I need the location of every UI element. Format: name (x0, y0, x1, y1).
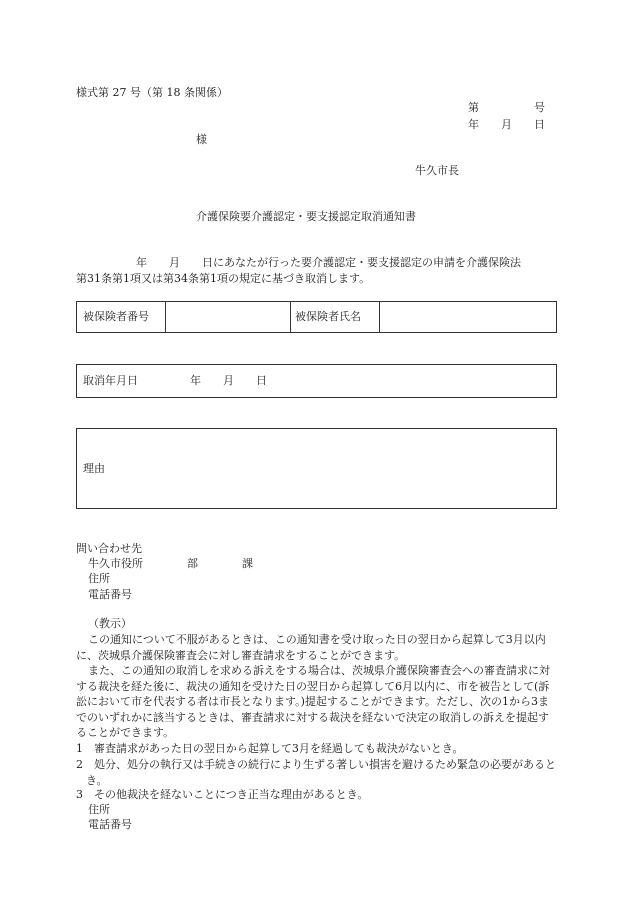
insured-name-label: 被保険者氏名 (295, 310, 361, 323)
document-title: 介護保険要介護認定・要支援認定取消通知書 (196, 210, 416, 223)
contact-phone-label: 電話番号 (88, 588, 132, 601)
insured-number-label: 被保険者番号 (83, 310, 149, 323)
instruction-phone-label: 電話番号 (88, 818, 132, 831)
instruction-paragraph-1: この通知について不服があるときは、この通知書を受け取った日の翌日から起算して3月以内に、茨城県介護保険審査会に対し審査請求をすることができます。 (76, 633, 546, 662)
instruction-item-1: 1 審査請求があった日の翌日から起算して3月を経過しても裁決がないとき。 (76, 742, 464, 755)
issue-date: 年 月 日 (468, 118, 545, 131)
contact-office: 牛久市役所 部 課 (88, 557, 253, 570)
instruction-address-label: 住所 (88, 803, 110, 816)
instruction-item-2: 2 処分、処分の執行又は手続きの続行により生ずる著しい損害を避けるため緊急の必要があるとき。 (76, 758, 556, 787)
table-divider (290, 302, 291, 332)
cancel-date-box (76, 364, 557, 398)
reason-label: 理由 (83, 462, 105, 475)
contact-address-label: 住所 (88, 572, 110, 585)
cancel-date-label: 取消年月日 (83, 374, 138, 387)
instruction-paragraph-2: また、この通知の取消しを求める訴えをする場合は、茨城県介護保険審査会への審査請求に対する裁決を経た後に、裁決の通知を受けた日の翌日から起算して6月以内に、市を被告として(訴訟において市を代表する者は市長となります。)提起することができます。ただし、次の1から3までのいずれかに該当するときは、審査請求に対する裁決を経ないで決定の取消しの訴えを提起することができます。 (76, 664, 550, 739)
contact-heading: 問い合わせ先 (76, 542, 142, 555)
issuer-name: 牛久市長 (415, 164, 459, 177)
intro-line-2: 第31条第1項又は第34条第1項の規定に基づき取消します。 (76, 272, 371, 285)
document-number: 第 号 (468, 101, 545, 114)
insured-info-table (76, 301, 557, 333)
cancel-date-value: 年 月 日 (190, 374, 267, 387)
intro-line-1: 年 月 日にあなたが行った要介護認定・要支援認定の申請を介護保険法 (136, 256, 521, 269)
form-number-label: 様式第 27 号（第 18 条関係） (76, 86, 228, 99)
reason-box (76, 428, 557, 509)
instruction-heading: （教示） (88, 617, 132, 630)
table-divider (165, 302, 166, 332)
addressee-honorific: 様 (196, 133, 207, 146)
table-divider (379, 302, 380, 332)
instruction-item-3: 3 その他裁決を経ないことにつき正当な理由があるとき。 (76, 788, 369, 801)
